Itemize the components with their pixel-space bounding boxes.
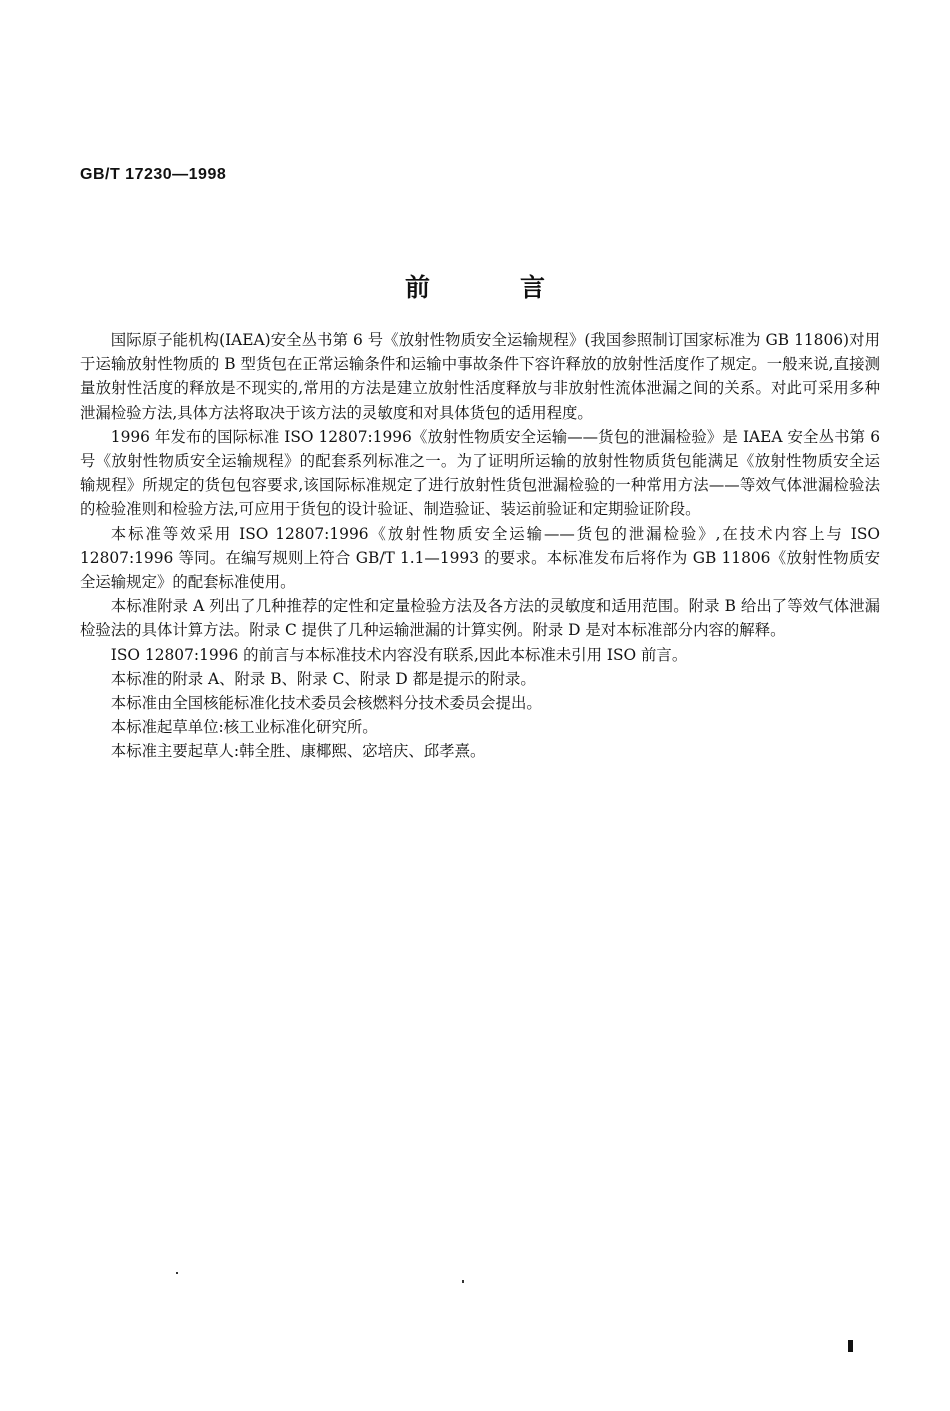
foreword-paragraph-4: 本标准附录 A 列出了几种推荐的定性和定量检验方法及各方法的灵敏度和适用范围。附录 B 给出了等效气体泄漏检验法的具体计算方法。附录 C 提供了几种运输泄漏的计算实例。附录 D 是对本标准部分内容的解释。: [80, 597, 880, 640]
page-marker: [848, 1340, 853, 1352]
foreword-paragraph-1: 国际原子能机构(IAEA)安全丛书第 6 号《放射性物质安全运输规程》(我国参照制订国家标准为 GB 11806)对用于运输放射性物质的 B 型货包在正常运输条件和运输中事故条件下容许释放的放射性活度作了规定。一般来说,直接测量放射性活度的释放是不现实的,常用的方法是建立放射性活度释放与非放射性流体泄漏之间的关系。对此可采用多种泄漏检验方法,具体方法将取决于该方法的灵敏度和对具体货包的适用程度。: [80, 331, 880, 422]
foreword-paragraph-9: 本标准主要起草人:韩全胜、康椰熙、宓培庆、邱孝熹。: [110, 742, 486, 761]
foreword-paragraph-5: ISO 12807:1996 的前言与本标准技术内容没有联系,因此本标准未引用 ISO 前言。: [110, 645, 688, 664]
scan-speck: [176, 1272, 178, 1274]
foreword-paragraph-7: 本标准由全国核能标准化技术委员会核燃料分技术委员会提出。: [110, 694, 542, 713]
standard-code: GB/T 17230—1998: [80, 166, 227, 183]
foreword-body: [80, 328, 880, 764]
foreword-paragraph-8: 本标准起草单位:核工业标准化研究所。: [110, 718, 378, 737]
foreword-paragraph-2: 1996 年发布的国际标准 ISO 12807:1996《放射性物质安全运输——货包的泄漏检验》是 IAEA 安全丛书第 6 号《放射性物质安全运输规程》的配套系列标准之一。为了证明所运输的放射性物质货包能满足《放射性物质安全运输规程》所规定的货包包容要求,该国际标准规定了进行放射性货包泄漏检验的一种常用方法——等效气体泄漏检验法的检验准则和检验方法,可应用于货包的设计验证、制造验证、装运前验证和定期验证阶段。: [80, 427, 880, 519]
page-title: 前言: [404, 273, 635, 302]
foreword-paragraph-6: 本标准的附录 A、附录 B、附录 C、附录 D 都是提示的附录。: [110, 669, 536, 688]
scan-speck: [462, 1280, 464, 1283]
foreword-paragraph-3: 本标准等效采用 ISO 12807:1996《放射性物质安全运输——货包的泄漏检验》,在技术内容上与 ISO 12807:1996 等同。在编写规则上符合 GB/T 1.1—1993 的要求。本标准发布后将作为 GB 11806《放射性物质安全运输规定》的配套标准使用。: [80, 524, 880, 592]
